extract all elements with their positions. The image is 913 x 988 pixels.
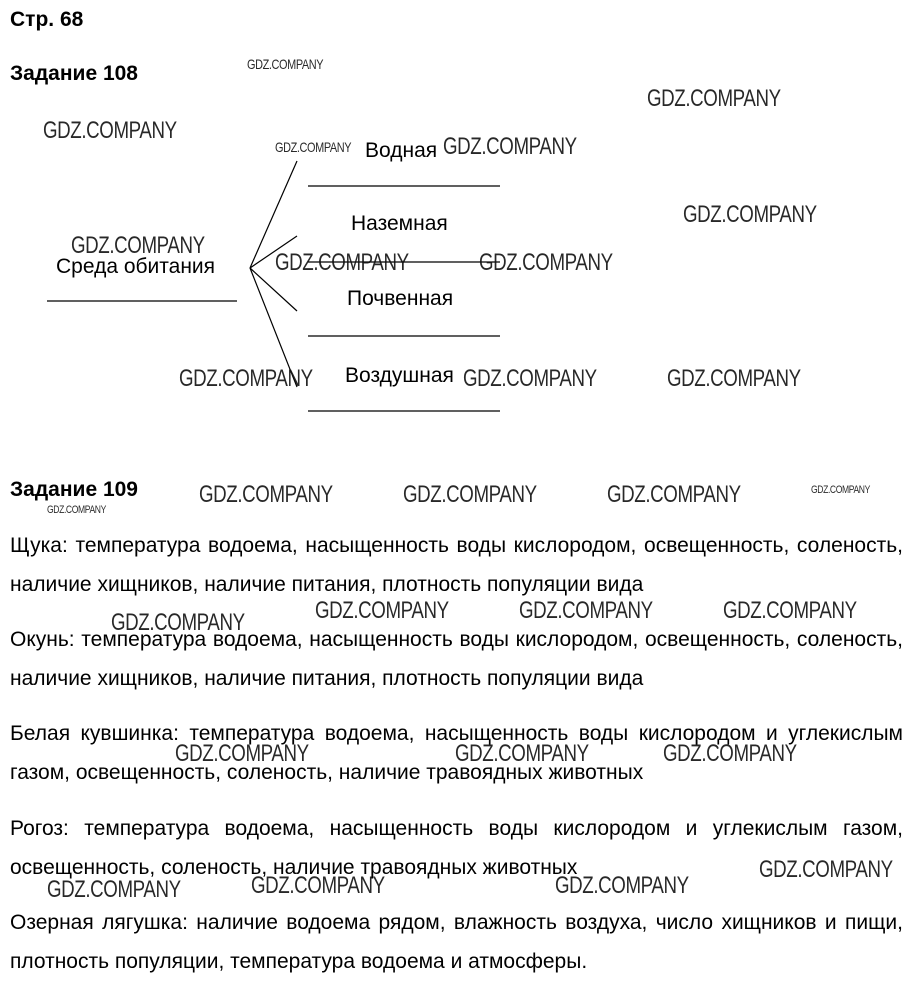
watermark: GDZ.COMPANY (479, 249, 613, 276)
task-109-heading: Задание 109 (10, 478, 138, 501)
watermark: GDZ.COMPANY (47, 876, 181, 903)
watermark: GDZ.COMPANY (555, 872, 689, 899)
answer-paragraph-cattail: Рогоз: температура водоема, насыщенность воды кислородом и углекислым газом, освещенность, соленость, наличие травоядных животных (10, 817, 903, 879)
diagram-root-label: Среда обитания (56, 255, 216, 278)
watermark: GDZ.COMPANY (47, 504, 106, 516)
watermark: GDZ.COMPANY (275, 249, 409, 276)
watermark: GDZ.COMPANY (663, 740, 797, 767)
watermark: GDZ.COMPANY (759, 856, 893, 883)
answer-paragraph-water-lily: Белая кувшинка: температура водоема, насыщенность воды кислородом и углекислым газом, освещенность, соленость, наличие травоядных животных (10, 722, 903, 784)
watermark: GDZ.COMPANY (71, 232, 205, 259)
watermark: GDZ.COMPANY (251, 872, 385, 899)
watermark: GDZ.COMPANY (403, 481, 537, 508)
watermark: GDZ.COMPANY (463, 365, 597, 392)
watermark: GDZ.COMPANY (199, 481, 333, 508)
task-108-heading: Задание 108 (10, 62, 138, 85)
watermark: GDZ.COMPANY (43, 117, 177, 144)
branch-label-vozdushnaya: Воздушная (345, 364, 454, 387)
watermark: GDZ.COMPANY (179, 365, 313, 392)
watermark: GDZ.COMPANY (723, 597, 857, 624)
watermark: GDZ.COMPANY (519, 597, 653, 624)
branch-label-vodnaya: Водная (365, 139, 438, 162)
watermark: GDZ.COMPANY (455, 740, 589, 767)
watermark: GDZ.COMPANY (811, 484, 870, 496)
page-title: Стр. 68 (10, 8, 84, 31)
watermark: GDZ.COMPANY (175, 740, 309, 767)
watermark: GDZ.COMPANY (667, 365, 801, 392)
watermark: GDZ.COMPANY (111, 609, 245, 636)
watermark: GDZ.COMPANY (607, 481, 741, 508)
watermark: GDZ.COMPANY (247, 56, 324, 72)
watermark: GDZ.COMPANY (683, 201, 817, 228)
answer-paragraph-perch: Окунь: температура водоема, насыщенность воды кислородом, освещенность, соленость, наличие хищников, наличие питания, плотность популяции вида (10, 628, 903, 690)
watermark: GDZ.COMPANY (443, 133, 577, 160)
watermark: GDZ.COMPANY (315, 597, 449, 624)
branch-label-pochvennaya: Почвенная (347, 287, 454, 310)
watermark: GDZ.COMPANY (647, 85, 781, 112)
watermark: GDZ.COMPANY (275, 139, 352, 155)
answer-paragraph-frog: Озерная лягушка: наличие водоема рядом, влажность воздуха, число хищников и пищи, плотность популяции, температура водоема и атмосферы. (10, 911, 903, 973)
answer-paragraph-pike: Щука: температура водоема, насыщенность воды кислородом, освещенность, соленость, наличие хищников, наличие питания, плотность популяции вида (10, 534, 903, 596)
branch-label-nazemnaya: Наземная (351, 212, 448, 235)
